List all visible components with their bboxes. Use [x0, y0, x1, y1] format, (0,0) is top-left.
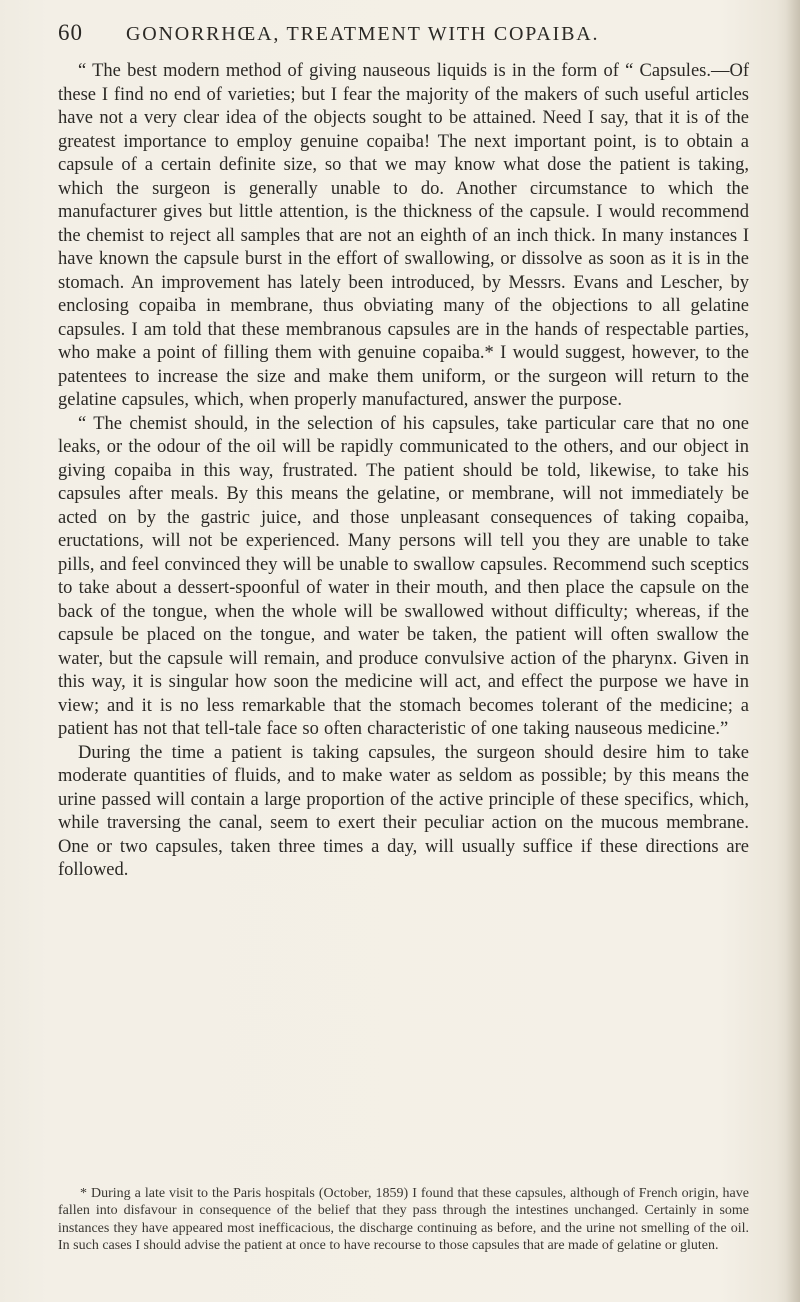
page-header — [58, 18, 748, 52]
paragraph: “ The chemist should, in the selection of his capsules, take particular care that no one leaks, or the odour of the oil will be rapidly communicated to the others, and our object in giving copaiba in this way, frustrated. The patient should be told, likewise, to take his capsules after meals. By this means the gelatine, or membrane, will not immediately be acted on by the gastric juice, and those unpleasant consequences of taking copaiba, eructations, will not be experienced. Many persons will tell you they are unable to take pills, and feel convinced they will be unable to swallow capsules. Recommend such sceptics to take about a dessert-spoonful of water in their mouth, and then place the capsule on the back of the tongue, when the whole will be swallowed without difficulty; whereas, if the capsule be placed on the tongue, and water be taken, the patient will often swallow the water, but the capsule will remain, and produce convulsive action of the pharynx. Given in this way, it is singular how soon the medicine will act, and effect the purpose we have in view; and it is no less remarkable that the stomach becomes tolerant of the medicine; a patient has not that tell-tale face so often characteristic of one taking nauseous medicine.” — [58, 413, 749, 739]
paragraph: “ The best modern method of giving nauseous liquids is in the form of “ Capsules.—Of these I find no end of varieties; but I fear the majority of the makers of such useful articles have not a very clear idea of the objects sought to be attained. Need I say, that it is of the greatest importance to employ genuine copaiba! The next important point, is to obtain a capsule of a certain definite size, so that we may know what dose the patient is taking, which the surgeon is generally unable to do. Another circumstance to which the manufacturer gives but little attention, is the thickness of the capsule. I would recommend the chemist to reject all samples that are not an eighth of an inch thick. In many instances I have known the capsule burst in the effort of swallowing, or dissolve as soon as it is in the stomach. An improvement has lately been introduced, by Messrs. Evans and Lescher, by enclosing copaiba in membrane, thus obviating many of the objections to all gelatine capsules. I am told that these membranous capsules are in the hands of respectable parties, who make a point of filling them with genuine copaiba.* I would suggest, however, to the patentees to increase the size and make them uniform, or the surgeon will return to the gelatine capsules, which, when properly manufactured, answer the purpose. — [58, 61, 749, 410]
body-text — [58, 60, 749, 883]
page-edge-shadow — [786, 0, 800, 1302]
footnote — [58, 1185, 749, 1255]
paragraph: During the time a patient is taking capsules, the surgeon should desire him to take moderate quantities of fluids, and to make water as seldom as possible; by this means the urine passed will contain a large proportion of the active principle of these specifics, which, while traversing the canal, seem to exert their peculiar action on the mucous membrane. One or two capsules, taken three times a day, will usually suffice if these directions are followed. — [58, 742, 749, 880]
running-head: GONORRHŒA, TREATMENT WITH COPAIBA. — [126, 23, 600, 45]
footnote-text: * During a late visit to the Paris hospitals (October, 1859) I found that these capsules, although of French origin, have fallen into disfavour in consequence of the belief that they pass through the intestines unchanged. Certainly in some instances they have appeared most inefficacious, the discharge continuing as before, and the urine not smelling of the oil. In such cases I should advise the patient at once to have recourse to those capsules that are made of gelatine or gluten. — [58, 1186, 749, 1254]
page-number: 60 — [58, 20, 83, 45]
